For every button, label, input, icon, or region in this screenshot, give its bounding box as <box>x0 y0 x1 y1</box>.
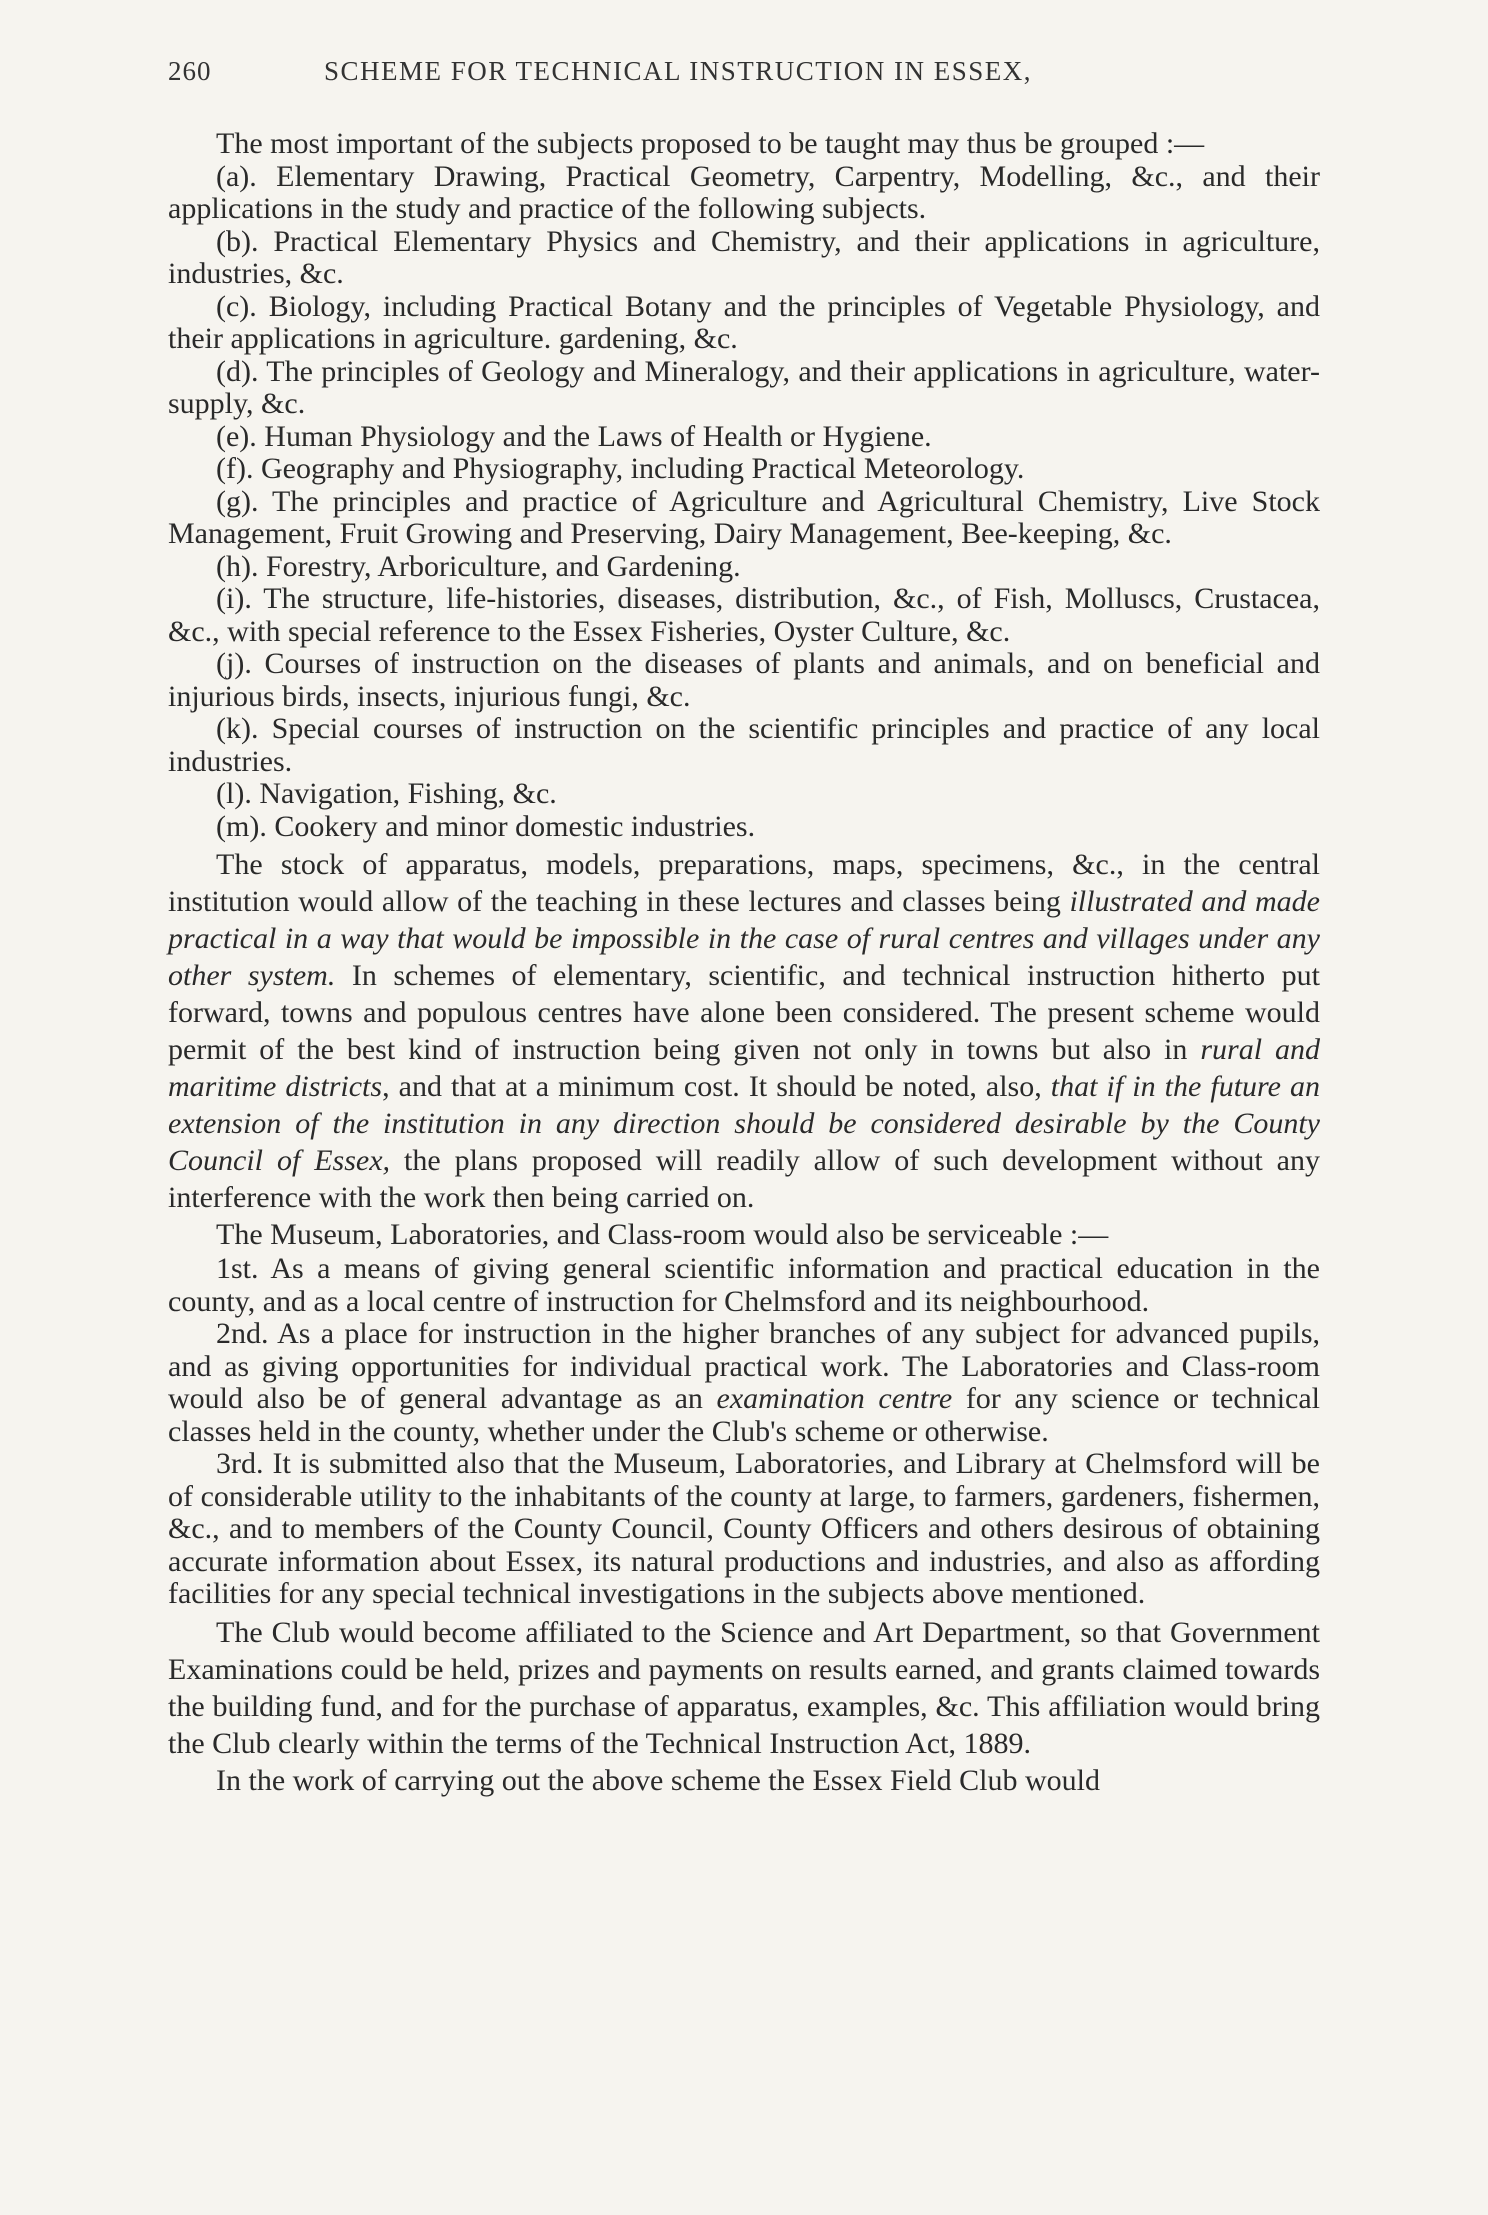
stock-paragraph <box>168 846 1320 1253</box>
point-second <box>168 1318 1320 1448</box>
stock-text-g: the plans proposed will readily allow of such development without any interference with the work then being carried on. <box>168 1144 1321 1214</box>
subject-item: (i). The structure, life-histories, diseases, distribution, &c., of Fish, Molluscs, Crustacea, &c., with special reference to the Essex Fisheries, Oyster Culture, &c. <box>168 582 1320 648</box>
subject-item: (f). Geography and Physiography, including Practical Meteorology. <box>216 452 1025 485</box>
subject-item: (j). Courses of instruction on the diseases of plants and animals, and on beneficial and injurious birds, insects, injurious fungi, &c. <box>168 647 1320 713</box>
club-paragraph: The Club would become affiliated to the Science and Art Department, so that Government Examinations could be held, prizes and payments on results earned, and grants claimed towards the building fund, and for the purchase of apparatus, examples, &c. This affiliation would bring the Club clearly within the terms of the Technical Instruction Act, 1889. <box>168 1615 1320 1760</box>
subject-item: (d). The principles of Geology and Mineralogy, and their applications in agriculture, water-supply, &c. <box>168 354 1320 420</box>
page-header <box>168 56 1328 96</box>
stock-text-a: The stock of apparatus, models, preparations, maps, specimens, &c., in the central institution would allow of the teaching in these lectures and classes being <box>168 848 1320 918</box>
subject-item: (e). Human Physiology and the Laws of Health or Hygiene. <box>216 419 932 453</box>
stock-text-c: In schemes of elementary, scientific, and technical instruction hitherto put forward, towns and populous centres have alone been considered. The present scheme would permit of the best kind of instruction being given not only in towns but also in <box>168 959 1321 1066</box>
point-second-a: 2nd. As a place for instruction in the higher branches of any subject for advanced pupils, and as giving opportunities for individual practical work. The Laboratories and Class-room would also be of general advantage as an <box>168 1317 1320 1415</box>
point-third: 3rd. It is submitted also that the Museum, Laboratories, and Library at Chelmsford will be of considerable utility to the inhabitants of the county at large, to farmers, gardeners, fishermen, &c., and to members of the County Council, County Officers and others desirous of obtaining accurate information about Essex, its natural productions and industries, and also as affording facilities for any special technical investigations in the subjects above mentioned. <box>168 1447 1320 1610</box>
subject-list <box>168 161 1320 844</box>
subject-item: (k). Special courses of instruction on the scientific principles and practice of any local industries. <box>168 712 1320 778</box>
closing-paragraphs <box>168 1614 1320 1799</box>
point-second-italic: examination centre <box>716 1382 953 1415</box>
page-body <box>168 128 1320 1799</box>
subject-item: (c). Biology, including Practical Botany and the principles of Vegetable Physiology, and their applications in agriculture. gardening, &c. <box>168 289 1320 355</box>
stock-text-italic-1: illustrated and made practical in a way that would be impossible in the case of rural centres and villages under any other system. <box>168 885 1320 992</box>
subject-item: (b). Practical Elementary Physics and Chemistry, and their applications in agriculture, industries, &c. <box>168 224 1320 290</box>
stock-text-e: , and that at a minimum cost. It should be noted, also, <box>382 1070 1051 1103</box>
subject-item: (a). Elementary Drawing, Practical Geometry, Carpentry, Modelling, &c., and their applications in the study and practice of the following subjects. <box>168 159 1320 225</box>
intro-paragraph: The most important of the subjects proposed to be taught may thus be grouped :— <box>216 127 1205 160</box>
subject-item: (h). Forestry, Arboriculture, and Gardening. <box>216 549 741 583</box>
running-title: SCHEME FOR TECHNICAL INSTRUCTION IN ESSEX, <box>324 56 1033 86</box>
numbered-points <box>168 1253 1320 1611</box>
point-second-c: for any science or technical classes held in the county, whether under the Club's scheme or otherwise. <box>168 1382 1320 1448</box>
stock-text-italic-2: rural and maritime districts <box>168 1033 1320 1103</box>
point-first: 1st. As a means of giving general scientific information and practical education in the county, and as a local centre of instruction for Chelmsford and its neighbourhood. <box>168 1252 1320 1318</box>
stock-paragraph-text <box>168 846 1320 1216</box>
subject-item: (m). Cookery and minor domestic industries. <box>216 809 756 843</box>
subject-item: (g). The principles and practice of Agriculture and Agricultural Chemistry, Live Stock Management, Fruit Growing and Preserving, Dairy Management, Bee-keeping, &c. <box>168 484 1320 550</box>
museum-intro: The Museum, Laboratories, and Class-room would also be serviceable :— <box>216 1218 1109 1251</box>
subject-item: (l). Navigation, Fishing, &c. <box>216 777 557 810</box>
final-paragraph: In the work of carrying out the above scheme the Essex Field Club would <box>216 1763 1100 1797</box>
page-number: 260 <box>168 56 212 86</box>
stock-text-italic-3: that if in the future an extension of the institution in any direction should be considered desirable by the County Council of Essex, <box>168 1070 1320 1177</box>
